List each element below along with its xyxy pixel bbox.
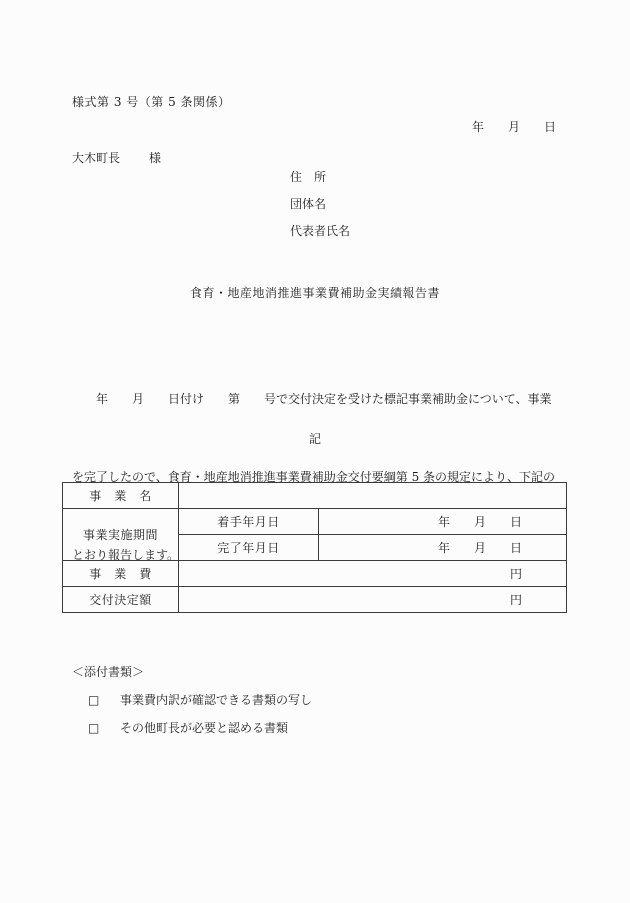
sender-organization-label: 団体名 [290, 197, 327, 211]
period-end-value: 年 月 日 [319, 535, 567, 561]
addressee-honorific: 様 [149, 151, 162, 165]
table-row [63, 561, 567, 587]
form-number: 様式第 3 号（第 5 条関係） [72, 95, 231, 109]
table-row [63, 509, 567, 535]
document-title: 食育・地産地消推進事業費補助金実績報告書 [189, 286, 440, 300]
checkbox-icon: □ [88, 693, 100, 707]
period-start-label: 着手年月日 [179, 509, 319, 535]
project-name-value [179, 483, 567, 509]
attachment-item-label: 事業費内訳が確認できる書類の写し [120, 693, 313, 707]
grant-unit: 円 [179, 587, 567, 613]
table-row [63, 483, 567, 509]
attachments-section [72, 666, 312, 750]
sender-address-label: 住 所 [290, 170, 327, 184]
period-label: 事業実施期間 [63, 509, 179, 561]
period-end-label: 完了年月日 [179, 535, 319, 561]
attachment-item [72, 694, 312, 706]
addressee-line [72, 152, 161, 164]
body-line: とおり報告します。 [72, 548, 180, 562]
period-start-value: 年 月 日 [319, 509, 567, 535]
project-name-label: 事 業 名 [63, 483, 179, 509]
checkbox-icon: □ [88, 721, 100, 735]
cost-label: 事 業 費 [63, 561, 179, 587]
addressee-name: 大木町長 [72, 151, 121, 165]
body-line: 年 月 日付け 第 号で交付決定を受けた標記事業補助金について、事業 [72, 392, 552, 406]
section-marker: 記 [308, 432, 321, 446]
grant-label: 交付決定額 [63, 587, 179, 613]
report-table [62, 482, 567, 613]
attachment-item-label: その他町長が必要と認める書類 [120, 721, 289, 735]
attachment-item [72, 722, 312, 734]
body-line: を完了したので、食育・地産地消推進事業費補助金交付要綱第 5 条の規定により、下記の [72, 470, 556, 484]
cost-unit: 円 [179, 561, 567, 587]
date-line: 年 月 日 [471, 120, 556, 134]
table-row [63, 587, 567, 613]
sender-representative-label: 代表者氏名 [290, 224, 351, 238]
attachments-heading: ＜添付書類＞ [72, 665, 145, 679]
sender-block [290, 164, 350, 245]
